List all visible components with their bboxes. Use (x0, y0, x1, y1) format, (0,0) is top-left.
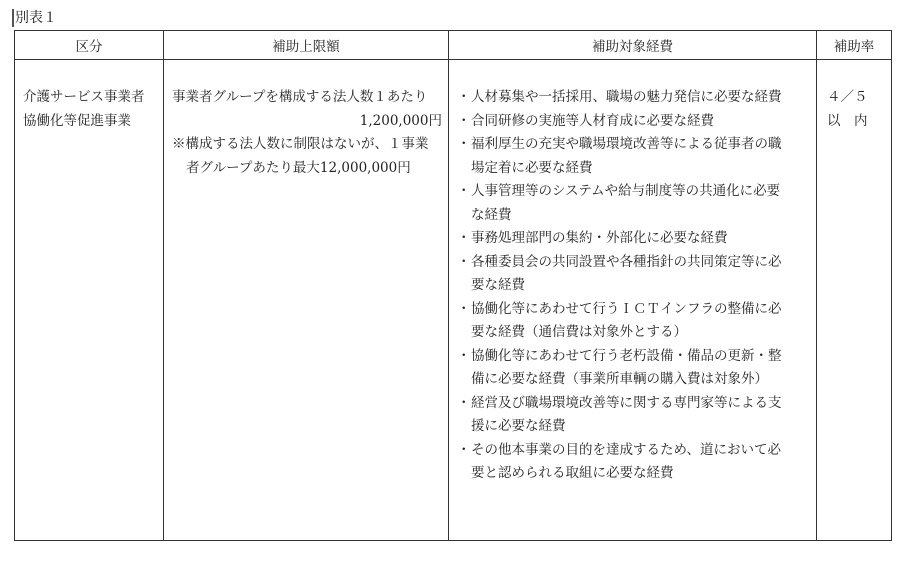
expense-item-line: 人材募集や一括採用、職場の魅力発信に必要な経費 (471, 89, 782, 105)
expense-item (457, 133, 816, 180)
expense-item-line: 各種委員会の共同設置や各種指針の共同策定等に必 (471, 253, 782, 270)
expense-item (457, 345, 816, 392)
limit-cell (164, 60, 449, 541)
header-limit: 補助上限額 (164, 31, 449, 60)
expense-item-line: 要と認められる取組に必要な経費 (471, 465, 674, 481)
expense-item-line: 人事管理等のシステムや給与制度等の共通化に必要 (471, 183, 781, 199)
expense-item-line: 援に必要な経費 (471, 418, 566, 434)
header-expenses: 補助対象経費 (449, 31, 817, 60)
rate-suffix: 以 内 (827, 112, 868, 129)
expense-item-line: 備に必要な経費（事業所車輌の購入費は対象外） (471, 371, 768, 387)
rate-value: ４／５ (827, 89, 868, 105)
expense-item-line: 協働化等にあわせて行う老朽設備・備品の更新・整 (471, 347, 782, 364)
expense-item (457, 439, 816, 486)
expense-item (457, 227, 816, 251)
expense-item (457, 110, 816, 134)
expense-item (457, 251, 816, 298)
bullet-icon: ・ (457, 183, 471, 199)
expense-item (457, 392, 816, 439)
expense-item-line: 場定着に必要な経費 (471, 159, 593, 176)
bullet-icon: ・ (457, 441, 471, 458)
limit-text: 事業者グループを構成する法人数１あたり (172, 89, 428, 105)
expense-item-line: 協働化等にあわせて行うＩＣＴインフラの整備に必 (471, 300, 782, 317)
bullet-icon: ・ (457, 112, 471, 129)
expense-item-line: その他本事業の目的を達成するため、道において必 (471, 441, 781, 458)
table-caption: 別表１ (12, 9, 57, 27)
rate-cell (817, 60, 892, 541)
expense-item (457, 298, 816, 345)
header-rate: 補助率 (817, 31, 892, 60)
bullet-icon: ・ (457, 300, 471, 317)
category-line: 介護サービス事業者 (23, 89, 145, 105)
expense-item-line: 要な経費（通信費は対象外とする） (471, 324, 687, 340)
limit-note: ※構成する法人数に制限はないが、１事業 (172, 136, 429, 152)
expense-item-line: 事務処理部門の集約・外部化に必要な経費 (471, 230, 728, 246)
expense-item (457, 180, 816, 227)
bullet-icon: ・ (457, 230, 471, 246)
expenses-cell (449, 60, 817, 541)
limit-note-cont: 者グループあたり最大12,000,000円 (186, 159, 411, 176)
category-cell (15, 60, 164, 541)
expense-item-line: 福利厚生の充実や職場環境改善等による従事者の職 (471, 136, 782, 152)
expense-item (457, 86, 816, 110)
category-line: 協働化等促進事業 (23, 112, 131, 129)
header-category: 区分 (15, 31, 164, 60)
bullet-icon: ・ (457, 89, 471, 105)
bullet-icon: ・ (457, 394, 471, 411)
bullet-icon: ・ (457, 253, 471, 270)
header-row (15, 31, 892, 60)
bullet-icon: ・ (457, 347, 471, 364)
expense-item-line: 経営及び職場環境改善等に関する専門家等による支 (471, 394, 782, 411)
subsidy-table (14, 30, 892, 541)
table-row (15, 60, 892, 541)
expense-item-line: 合同研修の実施等人材育成に必要な経費 (471, 112, 714, 129)
bullet-icon: ・ (457, 136, 471, 152)
limit-amount: 1,200,000円 (359, 112, 442, 129)
expense-item-line: な経費 (471, 206, 512, 223)
expense-item-line: 要な経費 (471, 277, 525, 293)
